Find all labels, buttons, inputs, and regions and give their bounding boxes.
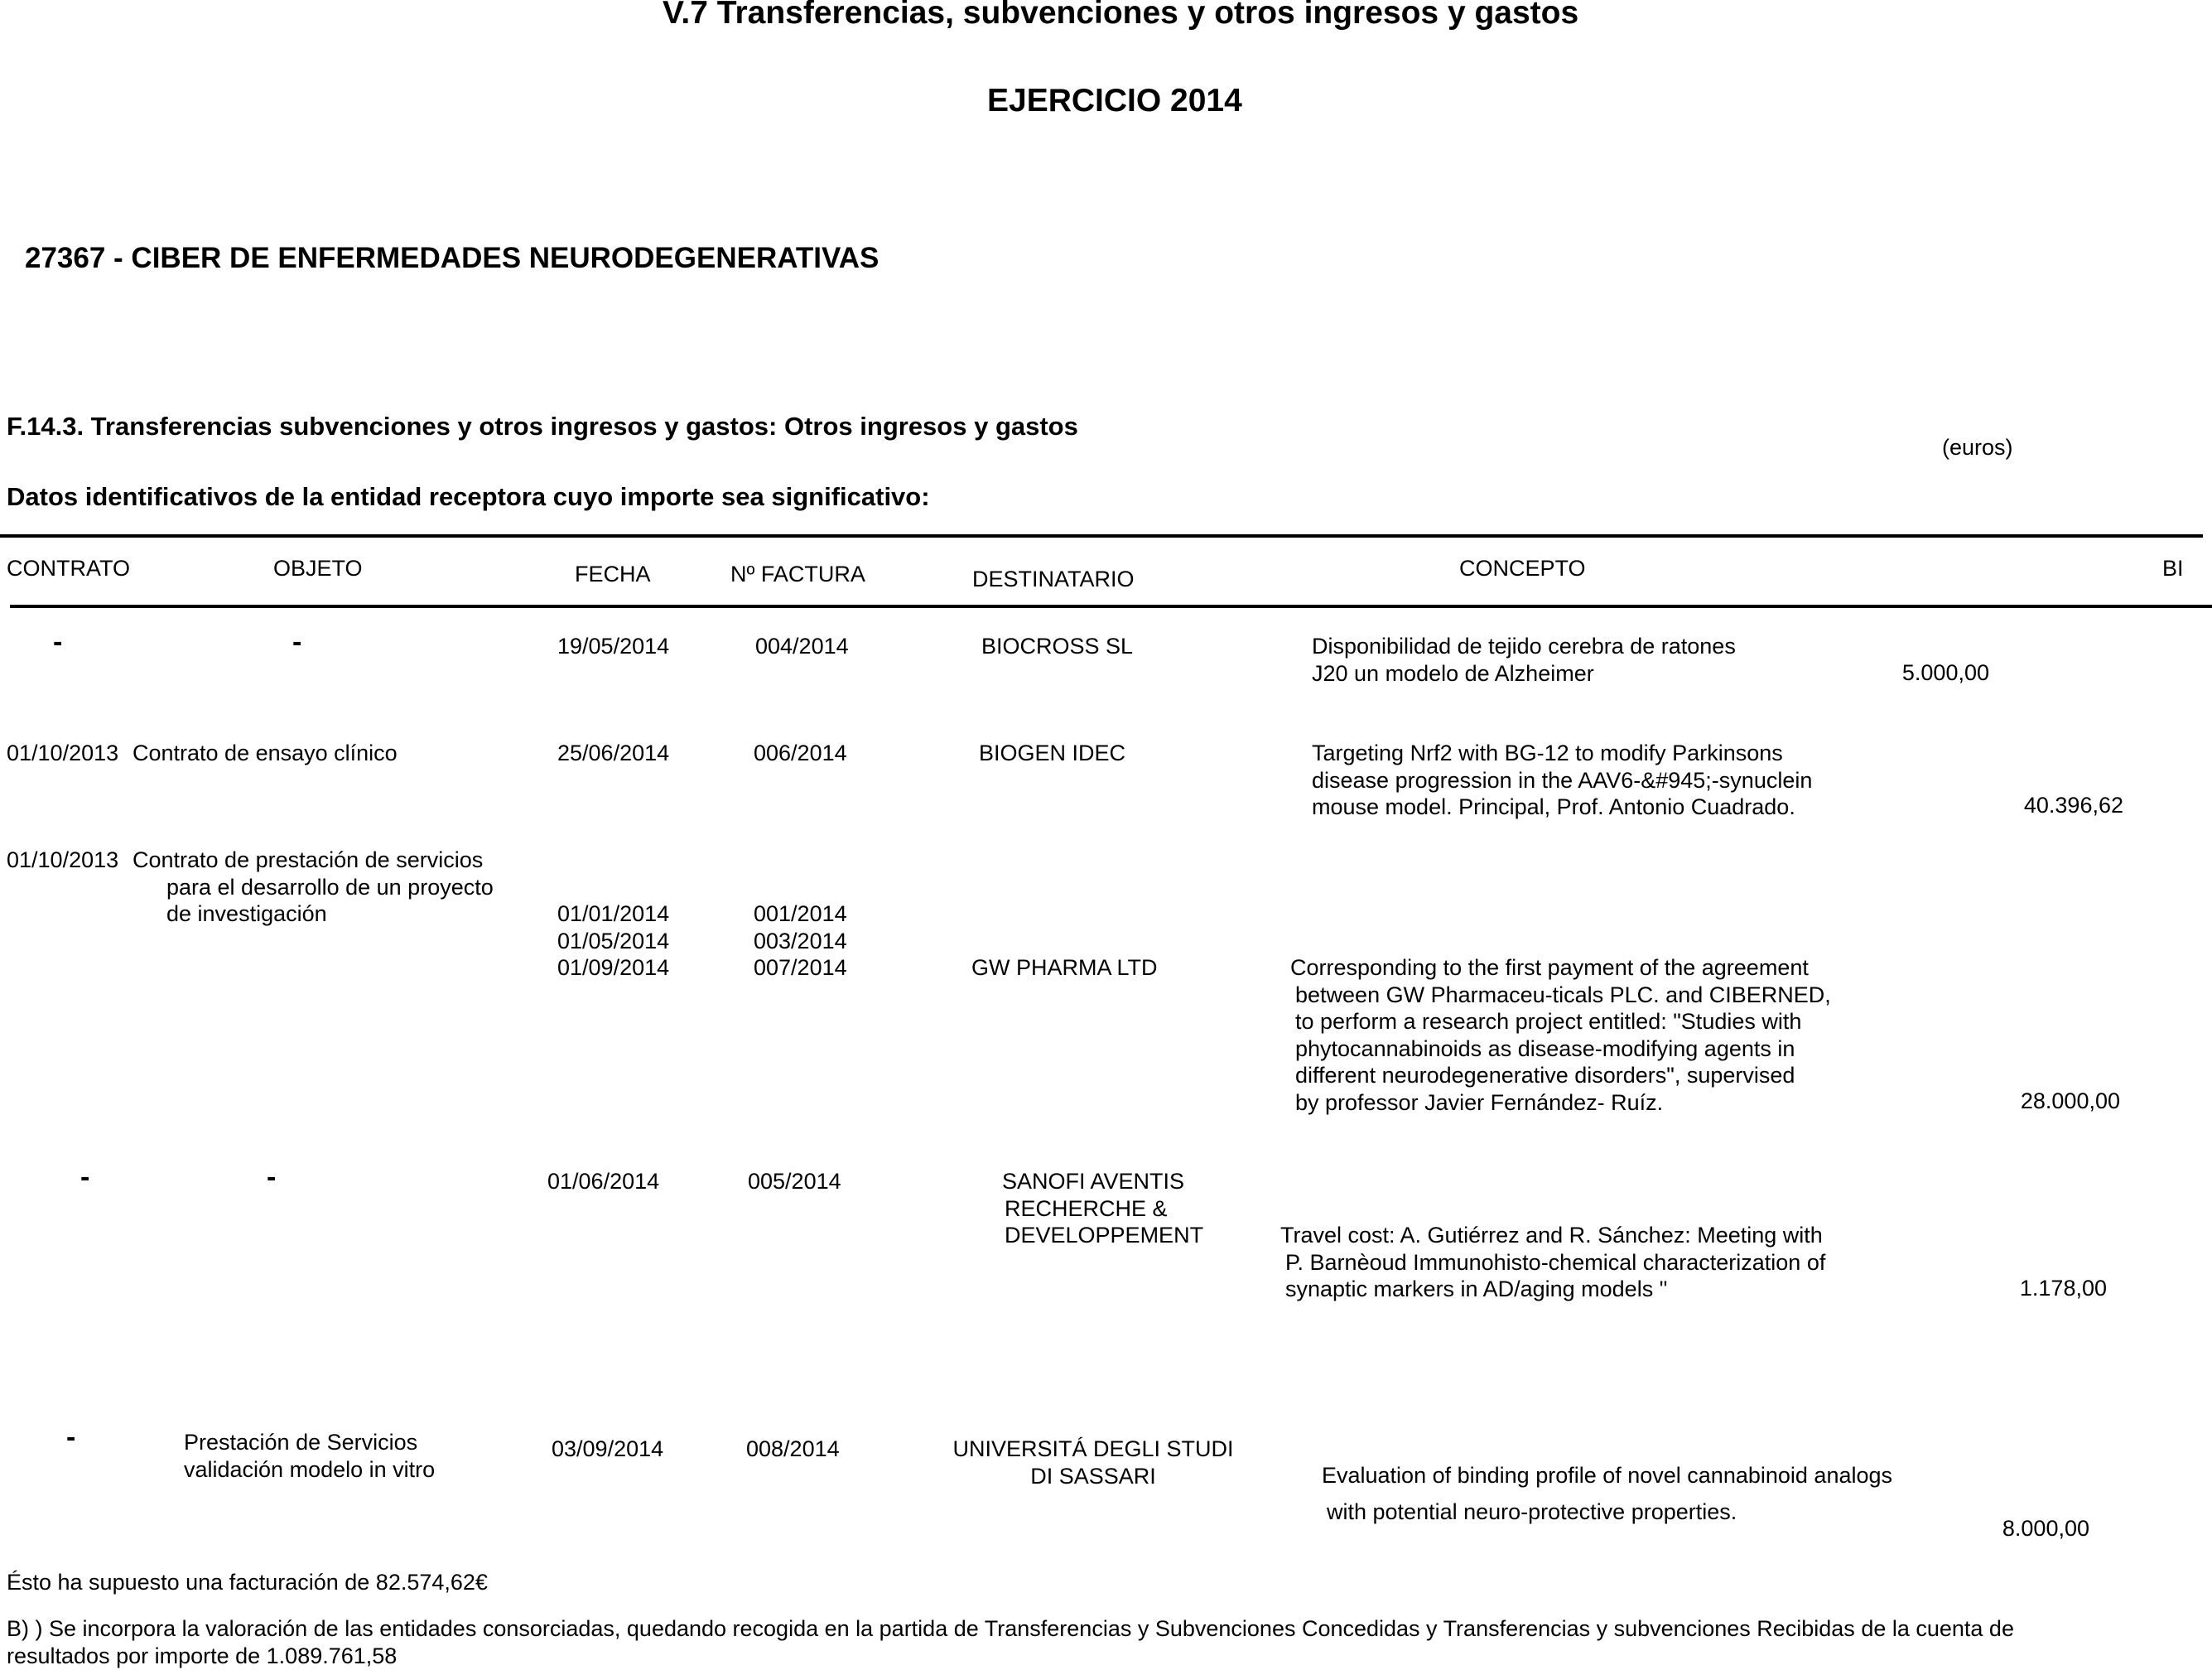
contrato-cell: - xyxy=(80,1161,90,1193)
destinatario-line: SANOFI AVENTIS xyxy=(1002,1169,1185,1194)
contrato-cell: 01/10/2013 xyxy=(7,741,119,765)
concepto-cell xyxy=(1312,740,1812,821)
column-header-objeto: OBJETO xyxy=(273,556,363,581)
factura-line: 001/2014 xyxy=(754,901,847,926)
fecha-line: 01/01/2014 xyxy=(557,901,670,926)
note-b-line: resultados por importe de 1.089.761,58 xyxy=(7,1643,398,1668)
destinatario-line: RECHERCHE & xyxy=(1005,1195,1168,1221)
factura-cell: 004/2014 xyxy=(755,634,849,659)
table-header-rule xyxy=(10,605,2212,608)
fecha-cell: 19/05/2014 xyxy=(557,634,670,659)
objeto-cell xyxy=(133,847,494,928)
concepto-cell xyxy=(1290,954,1831,1116)
concepto-line: Disponibilidad de tejido cerebra de ratones xyxy=(1312,634,1736,659)
concepto-line: mouse model. Principal, Prof. Antonio Cuadrado. xyxy=(1312,794,1795,819)
column-header-destinatario: DESTINATARIO xyxy=(972,567,1135,591)
fecha-cell: 01/06/2014 xyxy=(547,1169,660,1194)
column-header-bi: BI xyxy=(2162,556,2184,581)
importe-cell: 1.178,00 xyxy=(2019,1276,2107,1301)
destinatario-cell: GW PHARMA LTD xyxy=(971,955,1158,980)
column-header-concepto: CONCEPTO xyxy=(1459,556,1586,581)
destinatario-cell: BIOCROSS SL xyxy=(981,634,1134,659)
factura-cell: 006/2014 xyxy=(754,741,847,765)
note-b xyxy=(7,1615,2014,1669)
concepto-line: phytocannabinoids as disease-modifying agents in xyxy=(1295,1035,1795,1061)
concepto-line: Evaluation of binding profile of novel cannabinoid analogs xyxy=(1322,1463,1893,1488)
section-heading: F.14.3. Transferencias subvenciones y otros ingresos y gastos: Otros ingresos y gastos xyxy=(7,412,1078,441)
factura-cell: 008/2014 xyxy=(746,1436,840,1461)
objeto-cell xyxy=(184,1429,435,1483)
concepto-line: different neurodegenerative disorders", supervised xyxy=(1295,1063,1795,1088)
concepto-line: disease progression in the AAV6-&#945;-synuclein xyxy=(1312,767,1813,793)
destinatario-line: DI SASSARI xyxy=(1030,1463,1156,1489)
concepto-line: Corresponding to the first payment of the agreement xyxy=(1290,955,1809,980)
fecha-line: 01/09/2014 xyxy=(557,955,670,980)
fecha-cell: 03/09/2014 xyxy=(552,1436,664,1461)
concepto-line: J20 un modelo de Alzheimer xyxy=(1312,660,1594,686)
destinatario-line: DEVELOPPEMENT xyxy=(1005,1223,1204,1248)
concepto-line: Travel cost: A. Gutiérrez and R. Sánchez: Meeting with xyxy=(1280,1223,1823,1248)
factura-cell: 005/2014 xyxy=(748,1169,841,1194)
column-header-factura: Nº FACTURA xyxy=(730,562,865,586)
concepto-line: by professor Javier Fernández- Ruíz. xyxy=(1295,1089,1664,1115)
objeto-line: de investigación xyxy=(166,901,327,926)
importe-cell: 8.000,00 xyxy=(2002,1516,2089,1541)
units-label: (euros) xyxy=(1942,435,2013,460)
importe-cell: 40.396,62 xyxy=(2023,793,2123,818)
subsection-heading: Datos identificativos de la entidad receptora cuyo importe sea significativo: xyxy=(7,482,930,511)
column-header-contrato: CONTRATO xyxy=(7,556,131,581)
factura-line: 003/2014 xyxy=(754,928,847,953)
objeto-line: Prestación de Servicios xyxy=(184,1430,418,1455)
objeto-cell: Contrato de ensayo clínico xyxy=(133,741,398,765)
concepto-cell xyxy=(1280,1222,1825,1303)
page-title: V.7 Transferencias, subvenciones y otros ingresos y gastos xyxy=(663,0,1579,31)
fecha-line: 01/05/2014 xyxy=(557,928,670,953)
importe-cell: 28.000,00 xyxy=(2020,1088,2120,1113)
objeto-line: validación modelo in vitro xyxy=(184,1456,436,1482)
objeto-cell: - xyxy=(267,1161,277,1193)
fecha-cell xyxy=(557,900,669,982)
column-header-fecha: FECHA xyxy=(575,562,651,586)
concepto-cell xyxy=(1312,633,1736,687)
concepto-cell xyxy=(1322,1462,1892,1525)
destinatario-cell xyxy=(919,1436,1267,1489)
concepto-line: synaptic markers in AD/aging models " xyxy=(1285,1277,1668,1301)
contrato-cell: - xyxy=(66,1421,76,1453)
concepto-line: Targeting Nrf2 with BG-12 to modify Parkinsons xyxy=(1312,741,1783,765)
table-top-rule xyxy=(0,534,2203,538)
importe-cell: 5.000,00 xyxy=(1901,660,1989,685)
objeto-cell: - xyxy=(292,626,302,658)
destinatario-line: UNIVERSITÁ DEGLI STUDI xyxy=(952,1436,1234,1461)
concepto-line: to perform a research project entitled: "Studies with xyxy=(1295,1009,1802,1034)
factura-line: 007/2014 xyxy=(754,955,847,980)
fiscal-year: EJERCICIO 2014 xyxy=(987,83,1242,118)
objeto-line: para el desarrollo de un proyecto xyxy=(166,874,494,900)
concepto-line: with potential neuro-protective properties. xyxy=(1327,1499,1737,1524)
destinatario-cell: BIOGEN IDEC xyxy=(979,741,1126,765)
contrato-cell: 01/10/2013 xyxy=(7,847,119,872)
concepto-line: P. Barnèoud Immunohisto-chemical characterization of xyxy=(1285,1249,1826,1275)
note-b-line: B) ) Se incorpora la valoración de las entidades consorciadas, quedando recogida en la partida de Transferencias y Subvenciones Concedidas y Transferencias y subvenciones Recibidas de la cuenta de xyxy=(7,1616,2014,1641)
destinatario-cell xyxy=(1002,1168,1203,1249)
objeto-line: Contrato de prestación de servicios xyxy=(133,847,484,872)
total-note: Ésto ha supuesto una facturación de 82.574,62€ xyxy=(7,1570,488,1595)
contrato-cell: - xyxy=(53,626,63,658)
fecha-cell: 25/06/2014 xyxy=(557,741,670,765)
concepto-line: between GW Pharmaceu-ticals PLC. and CIBERNED, xyxy=(1295,982,1831,1007)
entity-name: 27367 - CIBER DE ENFERMEDADES NEURODEGENERATIVAS xyxy=(25,242,879,274)
factura-cell xyxy=(754,900,847,982)
